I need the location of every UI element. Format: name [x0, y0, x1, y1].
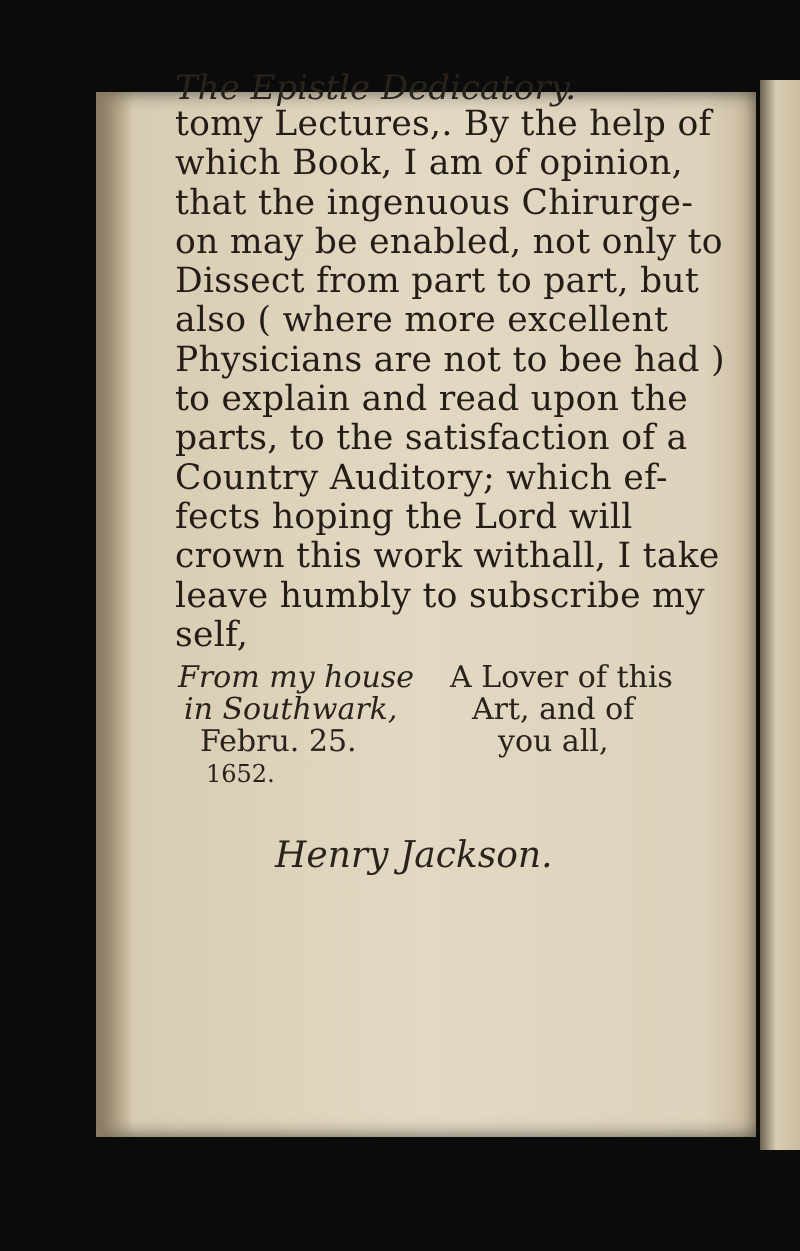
date-line: Febru. 25.	[200, 724, 357, 759]
body-line: parts, to the satisfaction of a	[175, 418, 688, 459]
body-line: tomy Lectures,. By the help of	[175, 104, 712, 144]
place-line: From my house	[178, 660, 414, 695]
dedication-body	[175, 104, 725, 655]
signature-line: A Lover of this	[450, 660, 673, 695]
body-line: which Book, I am of opinion,	[175, 143, 683, 184]
year-line: 1652.	[206, 760, 275, 788]
body-line: Dissect from part to part, but	[175, 261, 700, 302]
signature-block	[450, 662, 700, 758]
place-and-date	[178, 662, 438, 790]
signature-line: you all,	[498, 724, 609, 759]
body-line: leave humbly to subscribe my	[175, 575, 705, 616]
body-line: Country Auditory; which ef-	[175, 457, 668, 498]
running-header: The Epistle Dedicatory.	[175, 68, 577, 108]
body-line: fects hoping the Lord will	[175, 496, 633, 537]
body-line: that the ingenuous Chirurge-	[175, 182, 694, 223]
adjacent-page-edge	[760, 80, 800, 1150]
place-line: in Southwark,	[184, 692, 398, 727]
body-line: also ( where more excellent	[175, 300, 669, 341]
signature-line: Art, and of	[472, 692, 635, 727]
author-name: Henry Jackson.	[275, 835, 553, 876]
body-line: on may be enabled, not only to	[175, 221, 723, 262]
page-gutter-shadow	[96, 92, 132, 1137]
body-line: Physicians are not to bee had )	[175, 339, 725, 380]
body-line: to explain and read upon the	[175, 379, 688, 420]
body-line: self,	[175, 614, 249, 655]
body-line: crown this work withall, I take	[175, 536, 720, 577]
